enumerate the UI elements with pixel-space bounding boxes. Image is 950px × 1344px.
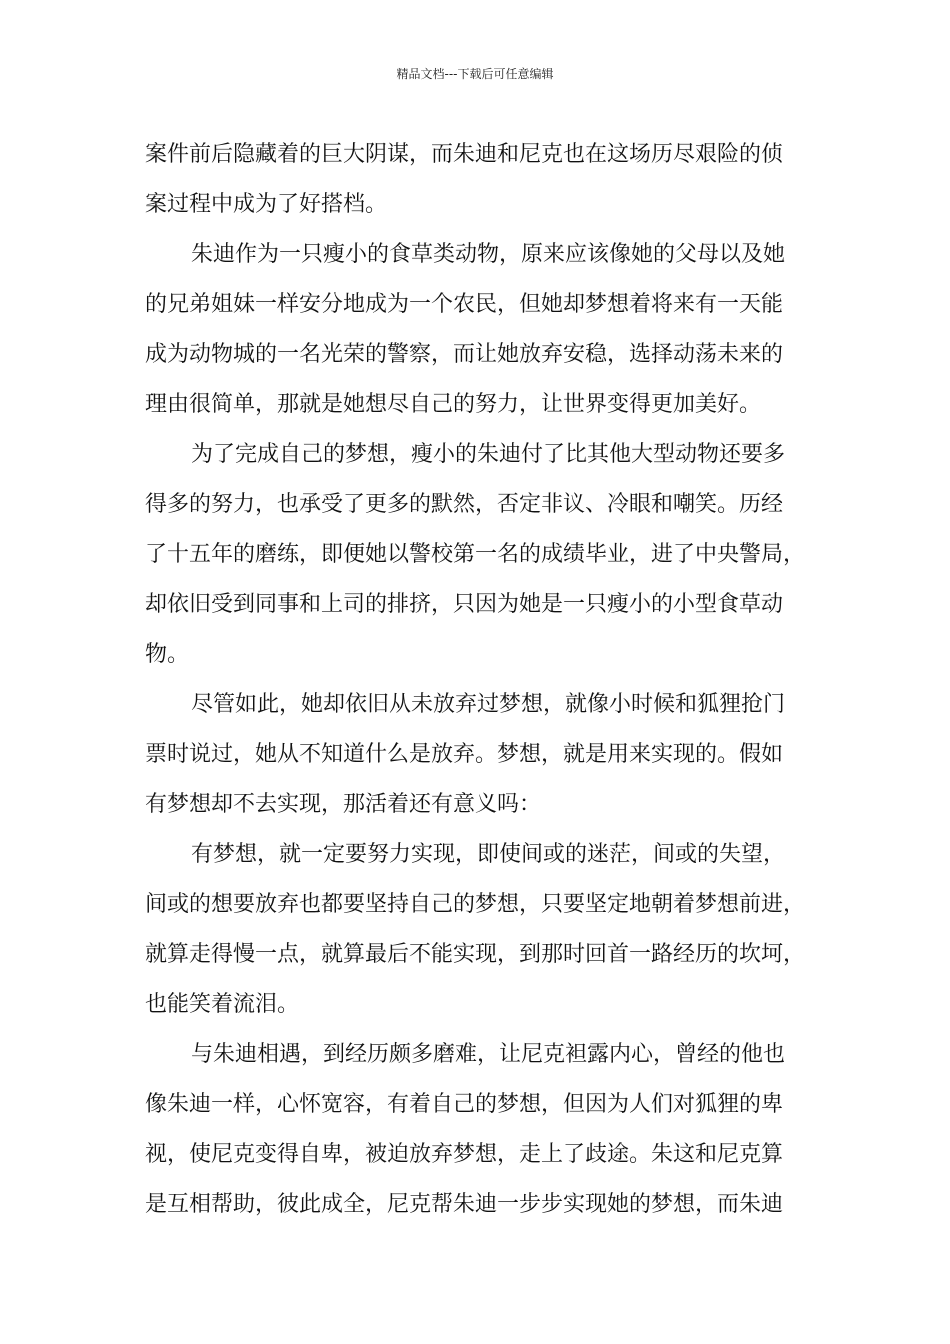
text-line: 为了完成自己的梦想，瘦小的朱迪付了比其他大型动物还要多 (191, 442, 786, 467)
body-text (145, 130, 825, 1230)
text-line: 是互相帮助，彼此成全，尼克帮朱迪一步步实现她的梦想，而朱迪 (145, 1192, 784, 1217)
text-line: 物。 (145, 642, 190, 667)
text-line: 票时说过，她从不知道什么是放弃。梦想，就是用来实现的。假如 (145, 742, 784, 767)
text-line: 也能笑着流泪。 (145, 992, 300, 1017)
page-header: 精品文档---下载后可任意编辑 (396, 67, 554, 81)
text-line: 了十五年的磨练，即便她以警校第一名的成绩毕业，进了中央警局， (145, 542, 806, 567)
text-line: 理由很简单，那就是她想尽自己的努力，让世界变得更加美好。 (145, 392, 762, 417)
text-line: 尽管如此，她却依旧从未放弃过梦想，就像小时候和狐狸抢门 (191, 692, 786, 717)
text-line: 却依旧受到同事和上司的排挤，只因为她是一只瘦小的小型食草动 (145, 592, 784, 617)
text-line: 视，使尼克变得自卑，被迫放弃梦想，走上了歧途。朱这和尼克算 (145, 1142, 784, 1167)
text-line: 像朱迪一样，心怀宽容，有着自己的梦想，但因为人们对狐狸的卑 (145, 1092, 784, 1117)
text-line: 有梦想却不去实现，那活着还有意义吗： (145, 792, 542, 817)
text-line: 就算走得慢一点，就算最后不能实现，到那时回首一路经历的坎坷， (145, 942, 806, 967)
text-line: 与朱迪相遇，到经历颇多磨难，让尼克袒露内心，曾经的他也 (191, 1042, 786, 1067)
text-line: 成为动物城的一名光荣的警察，而让她放弃安稳，选择动荡未来的 (145, 342, 784, 367)
text-line: 案件前后隐藏着的巨大阴谋，而朱迪和尼克也在这场历尽艰险的侦 (145, 142, 784, 167)
text-line: 朱迪作为一只瘦小的食草类动物，原来应该像她的父母以及她 (191, 242, 786, 267)
text-line: 有梦想，就一定要努力实现，即使间或的迷茫，间或的失望， (191, 842, 786, 867)
text-line: 得多的努力，也承受了更多的默然，否定非议、冷眼和嘲笑。历经 (145, 492, 784, 517)
text-line: 的兄弟姐妹一样安分地成为一个农民，但她却梦想着将来有一天能 (145, 292, 784, 317)
text-line: 间或的想要放弃也都要坚持自己的梦想，只要坚定地朝着梦想前进， (145, 892, 806, 917)
text-line: 案过程中成为了好搭档。 (145, 192, 388, 217)
